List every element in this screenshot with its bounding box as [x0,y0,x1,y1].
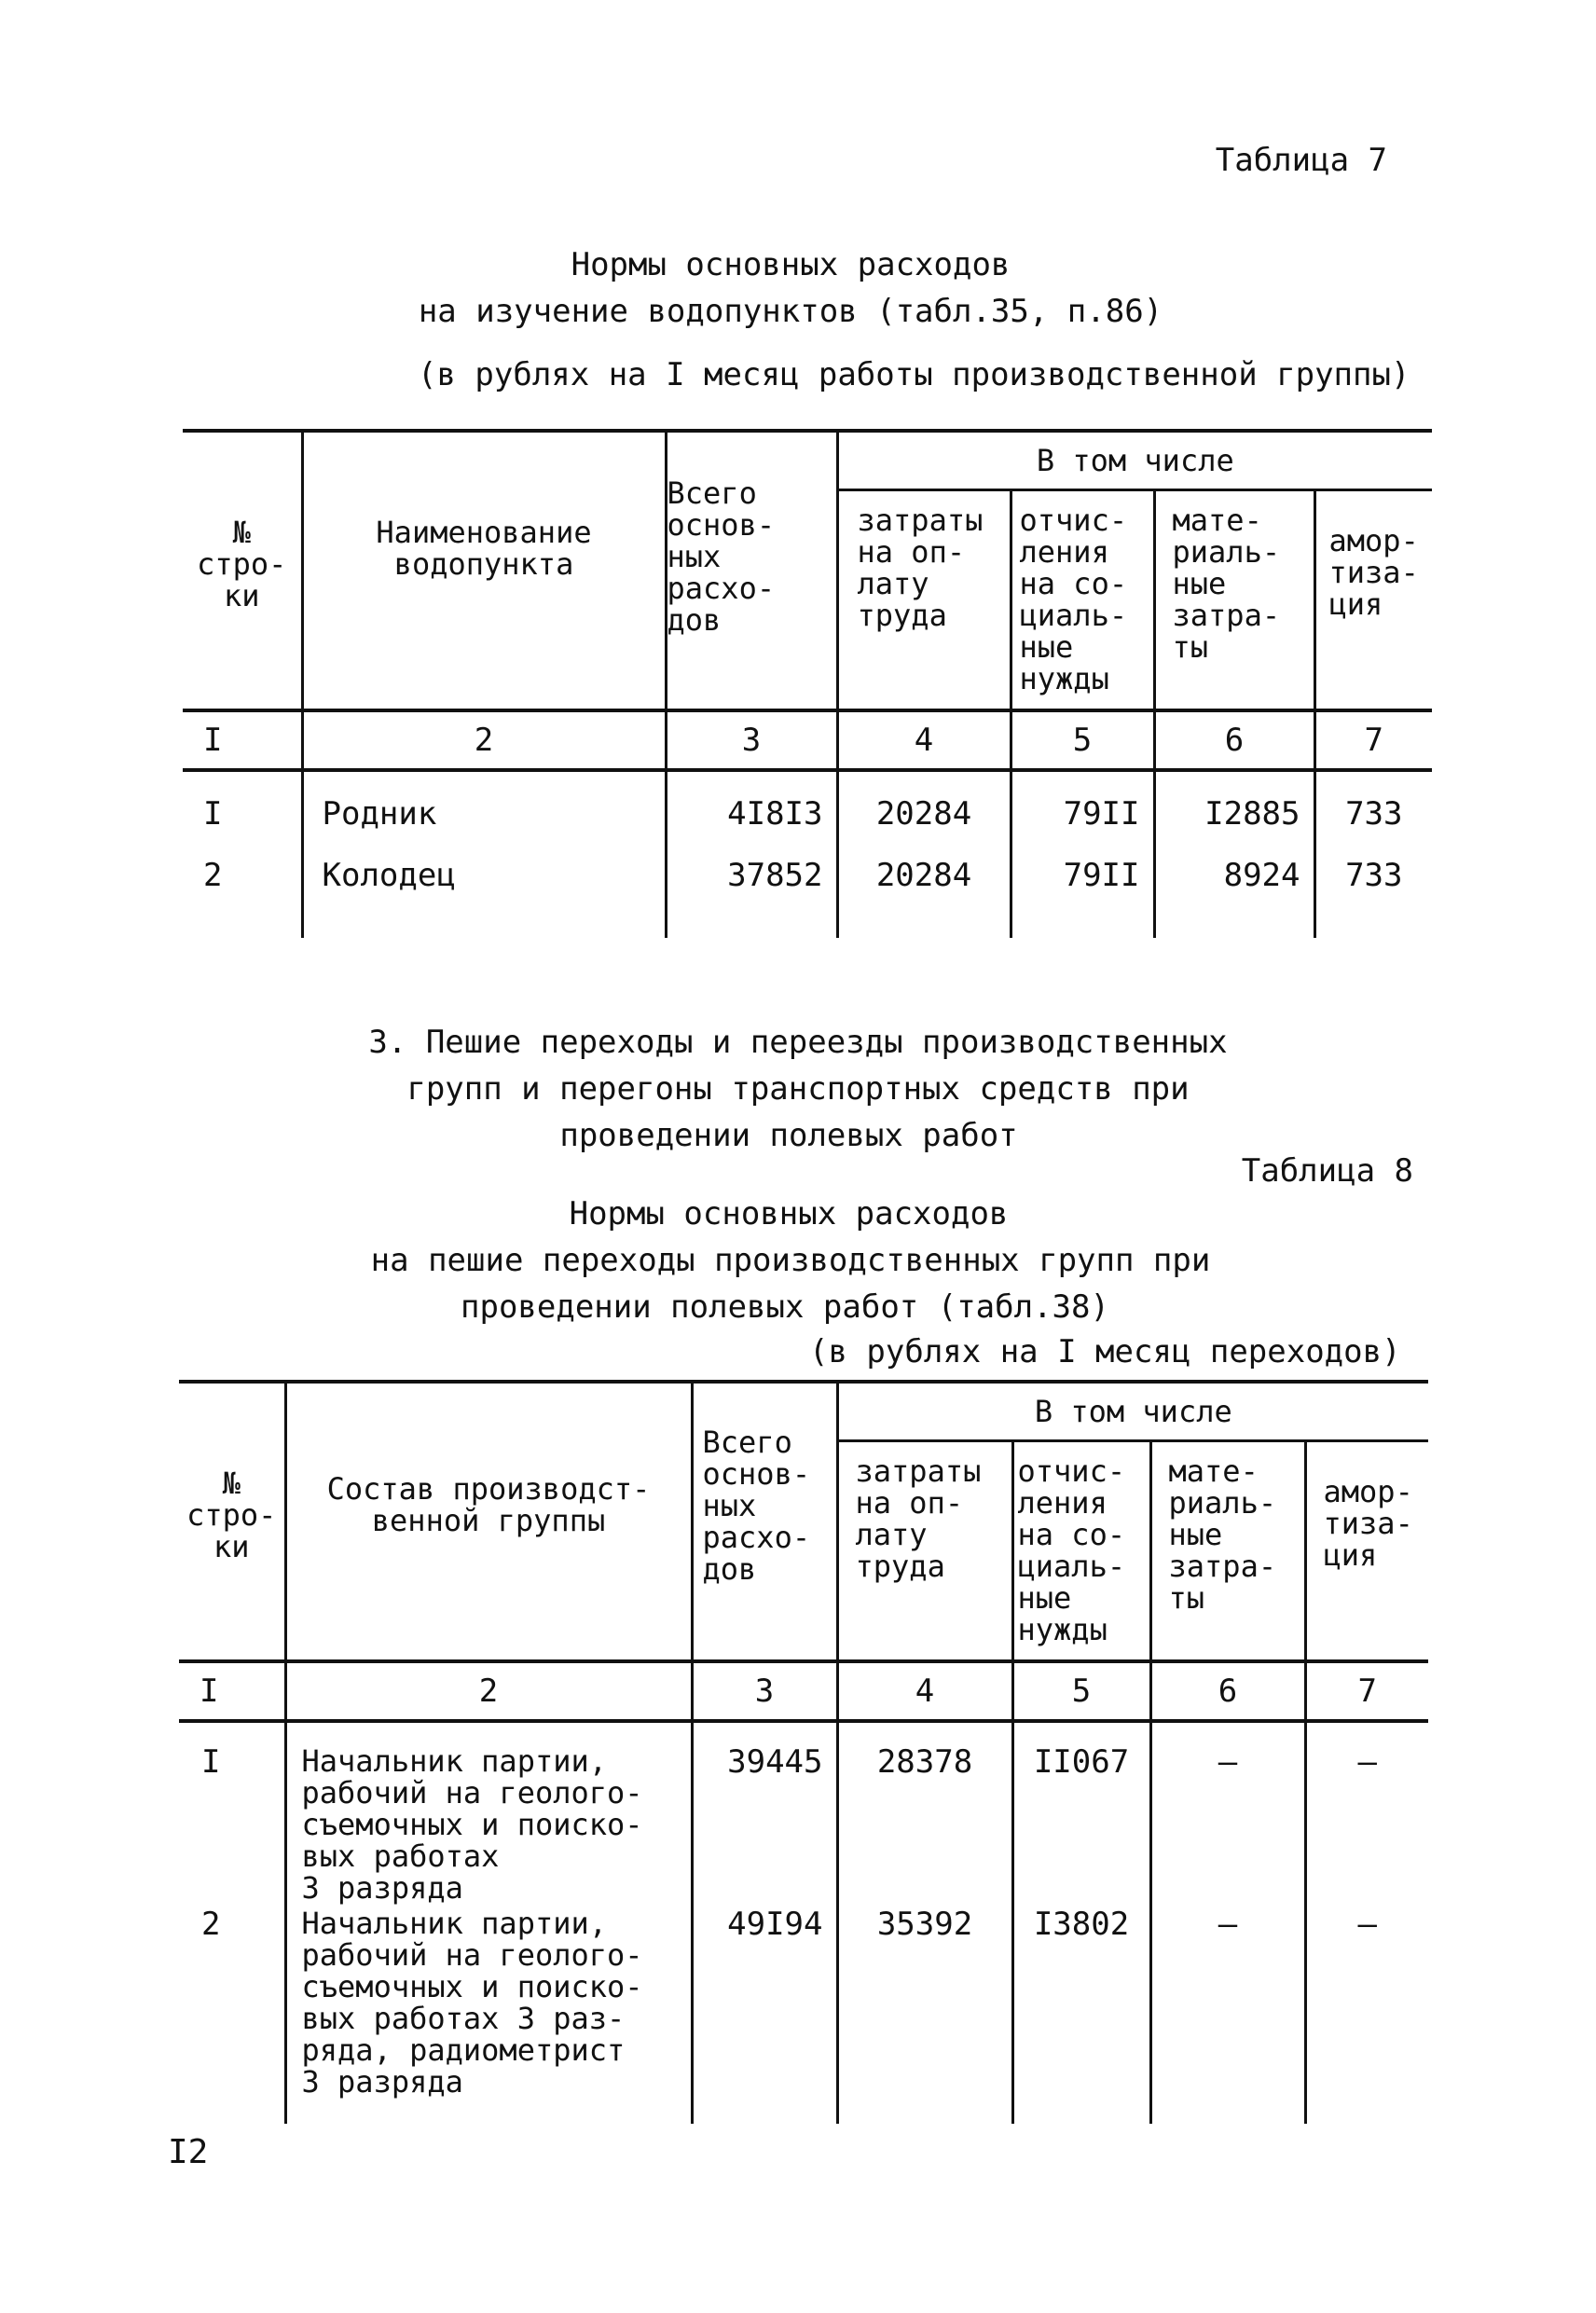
table7-colnum: 6 [1154,710,1314,770]
table7-cell-social: 79II [1011,770,1154,845]
section3-heading-line3: проведении полевых работ [559,1117,1018,1154]
table7-cell-materials: I2885 [1154,770,1314,845]
table8-colnum: 6 [1150,1661,1305,1721]
table7 [183,429,1432,938]
table7-cell-row-no: I [183,770,302,845]
table7-cell-amort: 733 [1314,770,1432,845]
table7-cell-labor: 20284 [837,845,1011,938]
table7-colnum: 3 [666,710,837,770]
table7-cell-name: Колодец [302,845,666,938]
table8-column-numbers-row [179,1661,1428,1721]
table8-cell-row-no: I [179,1721,285,1904]
table8-header-amort: амор- тиза- ция [1305,1441,1428,1661]
table8-header-row-no: № стро- ки [179,1382,285,1661]
table8-cell-social: II067 [1012,1721,1150,1904]
table7-cell-name: Родник [302,770,666,845]
table7-header-total: Всего основ- ных расхо- дов [666,431,837,710]
table7-cell-amort: 733 [1314,845,1432,938]
table8-cell-labor: 35392 [837,1904,1012,2124]
table7-colnum: 7 [1314,710,1432,770]
table8-cell-labor: 28378 [837,1721,1012,1904]
table-row [179,1721,1428,1904]
section3-heading-line2: групп и перегоны транспортных средств при [406,1070,1190,1108]
table7-cell-total: 4I8I3 [666,770,837,845]
table7-header-amort: амор- тиза- ция [1314,490,1432,710]
table8-title-line1: Нормы основных расходов [569,1195,1009,1232]
table7-label: Таблица 7 [1215,142,1387,179]
table8-unit: (в рублях на I месяц переходов) [809,1333,1401,1370]
table7-column-numbers-row [183,710,1432,770]
table8-cell-amort: – [1305,1721,1428,1904]
table8-header-total: Всего основ- ных расхо- дов [692,1382,837,1661]
table8-cell-social: I3802 [1012,1904,1150,2124]
table7-cell-social: 79II [1011,845,1154,938]
table8-cell-amort: – [1305,1904,1428,2124]
table8-colnum: 3 [692,1661,837,1721]
table8-label: Таблица 8 [1241,1152,1413,1190]
table8-header-name: Состав производст- венной группы [285,1382,692,1661]
table7-header-including: В том числе [837,431,1432,490]
table8-cell-materials: – [1150,1721,1305,1904]
section3-heading-line1: 3. Пешие переходы и переезды производственных [368,1024,1228,1061]
table7-colnum: I [183,710,302,770]
table7-cell-row-no: 2 [183,845,302,938]
table8-header-including: В том числе [837,1382,1428,1441]
table8-cell-materials: – [1150,1904,1305,2124]
table8-cell-total: 49I94 [692,1904,837,2124]
table8-title-line2: на пешие переходы производственных групп при [370,1242,1211,1279]
table7-cell-labor: 20284 [837,770,1011,845]
table7-unit: (в рублях на I месяц работы производственной группы) [418,356,1410,393]
table7-title-line1: Нормы основных расходов [571,246,1011,283]
table7-header-name: Наименование водопункта [302,431,666,710]
table8 [179,1380,1428,2124]
table7-header-row-no: № стро- ки [183,431,302,710]
table7-colnum: 2 [302,710,666,770]
table7-title-line2: на изучение водопунктов (табл.35, п.86) [418,293,1163,330]
table7-header-materials: мате- риаль- ные затра- ты [1154,490,1314,710]
table8-title-line3: проведении полевых работ (табл.38) [461,1288,1109,1326]
table8-cell-name: Начальник партии, рабочий на геолого- съемочных и поиско- вых работах 3 разряда [285,1721,692,1904]
table8-colnum: 5 [1012,1661,1150,1721]
table8-cell-name: Начальник партии, рабочий на геолого- съемочных и поиско- вых работах 3 раз- ряда, радиометрист 3 разряда [285,1904,692,2124]
table-row [183,845,1432,938]
table8-colnum: 2 [285,1661,692,1721]
table-row [179,1904,1428,2124]
table8-cell-row-no: 2 [179,1904,285,2124]
table7-cell-materials: 8924 [1154,845,1314,938]
table7-colnum: 5 [1011,710,1154,770]
table8-colnum: I [179,1661,285,1721]
table7-cell-total: 37852 [666,845,837,938]
table8-cell-total: 39445 [692,1721,837,1904]
table8-colnum: 7 [1305,1661,1428,1721]
table8-colnum: 4 [837,1661,1012,1721]
table7-colnum: 4 [837,710,1011,770]
table-row [183,770,1432,845]
table7-header-social: отчис- ления на со- циаль- ные нужды [1011,490,1154,710]
page-number: I2 [168,2133,209,2171]
table8-header-social: отчис- ления на со- циаль- ные нужды [1012,1441,1150,1661]
table7-header-labor: затраты на оп- лату труда [837,490,1011,710]
table8-header-labor: затраты на оп- лату труда [837,1441,1012,1661]
table8-header-materials: мате- риаль- ные затра- ты [1150,1441,1305,1661]
